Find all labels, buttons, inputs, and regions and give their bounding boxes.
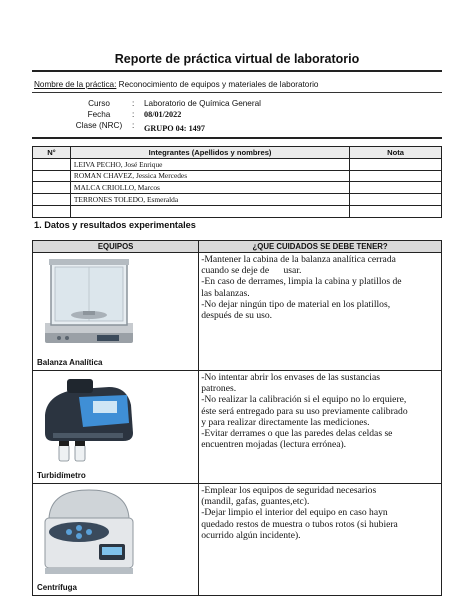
date-label: Fecha [87, 110, 111, 119]
table-row [33, 158, 442, 170]
care-line: (mandil, gafas, guantes,etc). [201, 496, 310, 508]
header-grade: Nota [350, 147, 442, 159]
care-line: -No dejar ningún tipo de material en los platillos, [201, 298, 391, 310]
centrifuge-image [39, 488, 139, 576]
table-row [33, 194, 442, 206]
care-line: -No intentar abrir los envases de las sustancias [201, 372, 380, 383]
equipment-name: Turbidímetro [37, 471, 86, 480]
course-label: Curso [88, 99, 110, 108]
member-num [33, 194, 71, 206]
practice-value: Reconocimiento de equipos y materiales de laboratorio [118, 80, 319, 89]
colon: : [132, 99, 135, 108]
care-line: quedado restos de muestra o tubos rotos (si hubiera [201, 518, 398, 530]
equipment-name: Centrífuga [37, 583, 77, 592]
member-grade [350, 170, 442, 182]
header-number: N° [33, 147, 71, 159]
member-num [33, 158, 71, 170]
table-row [33, 182, 442, 194]
meta-divider [32, 137, 442, 139]
member-num [33, 205, 71, 217]
member-grade [350, 158, 442, 170]
member-grade [350, 194, 442, 206]
section-heading: 1. Datos y resultados experimentales [34, 220, 196, 230]
equipment-table [32, 240, 442, 596]
member-grade [350, 182, 442, 194]
table-row [33, 170, 442, 182]
header-members: Integrantes (Apellidos y nombres) [70, 147, 349, 159]
equipment-name: Balanza Analítica [37, 358, 103, 367]
member-name: ROMAN CHAVEZ, Jessica Mercedes [70, 170, 349, 182]
care-line: -Evitar derrames o que las paredes delas celdas se [201, 428, 393, 440]
practice-name-line [34, 80, 318, 89]
colon: : [132, 110, 135, 119]
care-line: -Mantener la cabina de la balanza analítica cerrada [201, 254, 396, 265]
member-name [70, 205, 349, 217]
header-care: ¿QUE CUIDADOS SE DEBE TENER? [199, 241, 442, 253]
members-header [33, 147, 442, 159]
care-line: -No realizar la calibración si el equipo no lo erquiere, [201, 394, 407, 406]
equipment-header [33, 241, 442, 253]
care-notes [199, 484, 442, 596]
members-table [32, 146, 442, 218]
equipment-row [33, 253, 442, 371]
analytical-balance-image [39, 257, 139, 347]
equipment-cell [33, 484, 199, 596]
care-notes [199, 253, 442, 371]
course-value: Laboratorio de Química General [144, 99, 261, 108]
class-value: GRUPO 04: 1497 [144, 124, 205, 133]
care-line: -Dejar limpio el interior del equipo en caso hayn [201, 507, 388, 519]
care-line: patrones. [201, 383, 237, 395]
care-line: después de su uso. [201, 310, 273, 322]
care-line: éste será entregado para su uso previamente calibrado [201, 405, 408, 417]
report-title: Reporte de práctica virtual de laboratorio [114, 52, 360, 66]
care-line: encuentren mojadas (lectura errónea). [201, 439, 347, 451]
practice-divider [32, 92, 442, 93]
member-grade [350, 205, 442, 217]
equipment-cell [33, 253, 199, 371]
header-equipment: EQUIPOS [33, 241, 199, 253]
equipment-cell [33, 371, 199, 484]
table-row [33, 205, 442, 217]
title-divider [32, 70, 442, 72]
care-line: cuando se deje de usar. [201, 265, 302, 277]
care-line: las balanzas. [201, 287, 250, 299]
member-name: TERRONES TOLEDO, Esmeralda [70, 194, 349, 206]
member-num [33, 170, 71, 182]
turbidimeter-image [39, 375, 139, 463]
care-line: -En caso de derrames, limpia la cabina y platillos de [201, 276, 402, 288]
class-label: Clase (NRC) [75, 121, 123, 130]
member-name: MALCA CRIOLLO, Marcos [70, 182, 349, 194]
equipment-row [33, 484, 442, 596]
care-line: y para realizar directamente las mediciones. [201, 416, 370, 428]
care-notes [199, 371, 442, 484]
care-line: -Emplear los equipos de seguridad necesarios [201, 485, 377, 496]
member-name: LEIVA PECHO, José Enrique [70, 158, 349, 170]
member-num [33, 182, 71, 194]
equipment-row [33, 371, 442, 484]
date-value: 08/01/2022 [144, 110, 182, 119]
practice-label: Nombre de la práctica: [34, 80, 117, 89]
care-line: ocurrido algún incidente). [201, 529, 301, 541]
colon: : [132, 121, 135, 130]
